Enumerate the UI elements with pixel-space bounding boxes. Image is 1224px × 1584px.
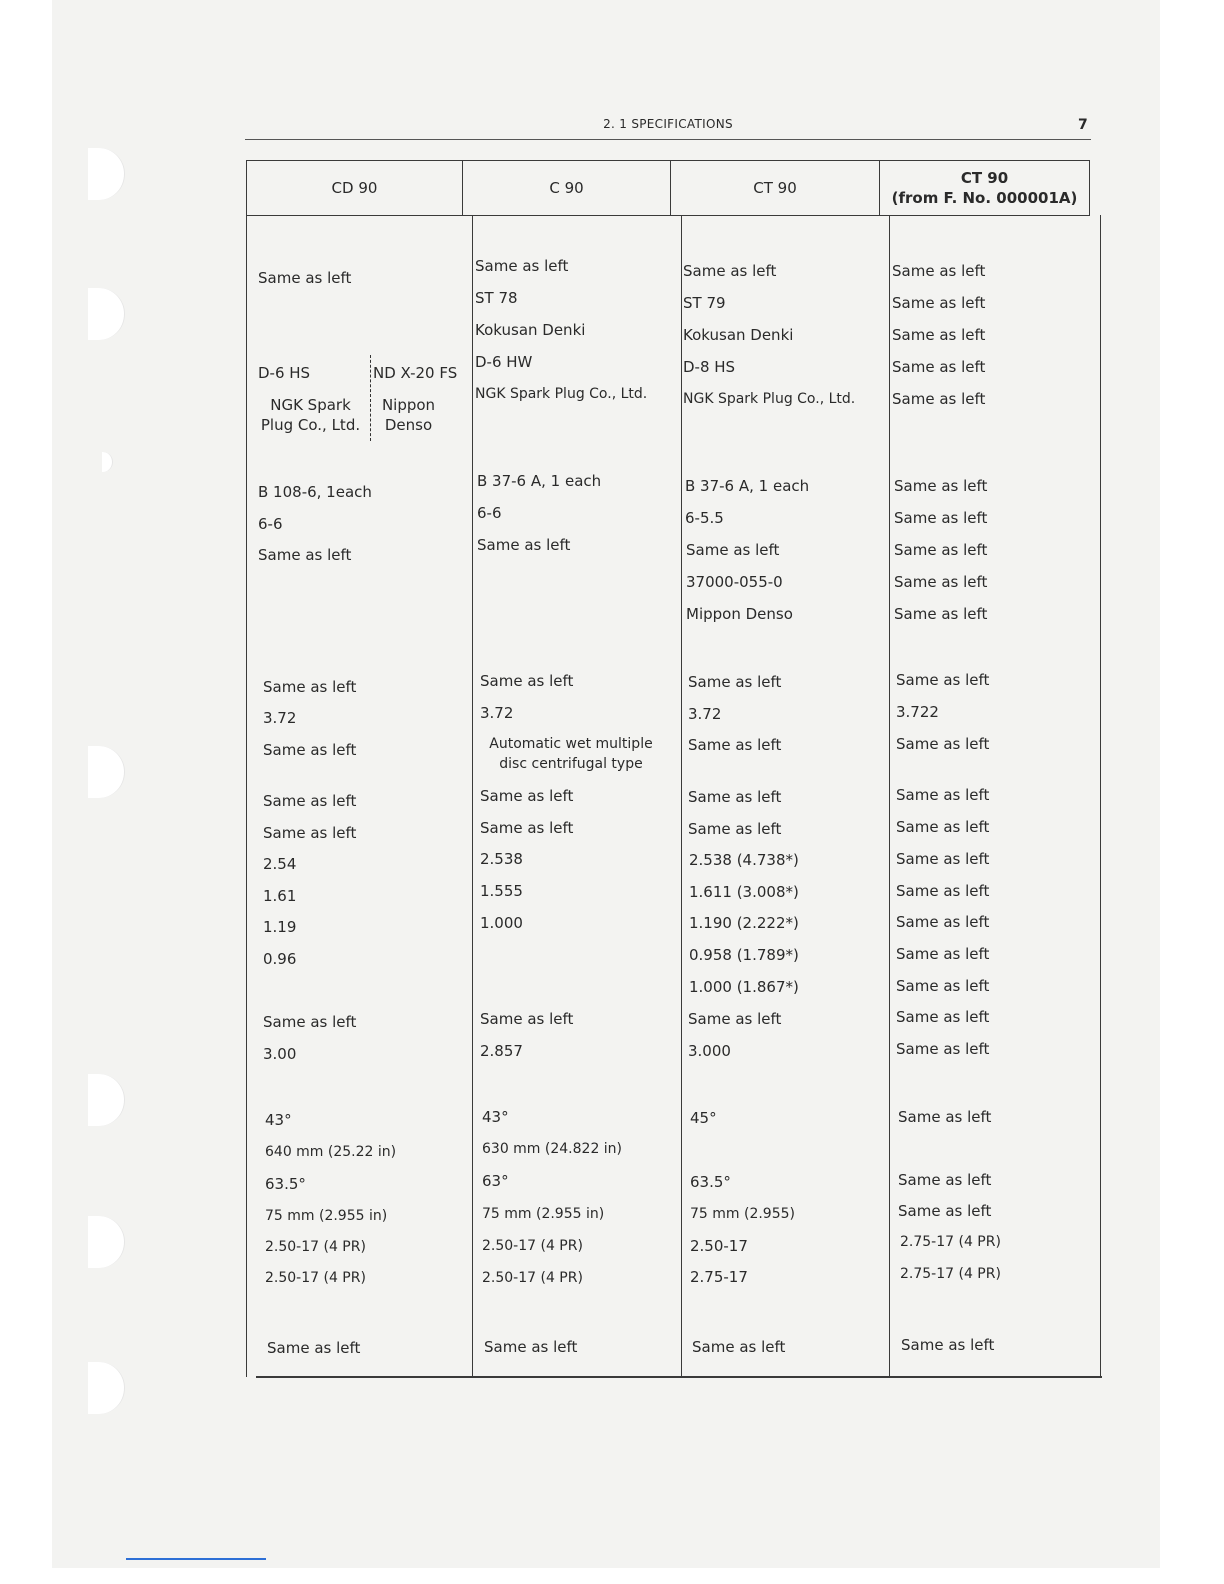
column-header-ct90-from-frame: CT 90 (from F. No. 000001A): [891, 169, 1078, 207]
spec-value: 6-6: [258, 515, 283, 533]
binder-hole: [88, 1362, 125, 1414]
spec-value: Same as left: [896, 913, 990, 931]
spec-value: 2.50-17 (4 PR): [265, 1239, 366, 1255]
spec-value: 2.75-17: [690, 1268, 748, 1286]
spec-value: Same as left: [892, 326, 986, 344]
scan-artifact-line: [126, 1558, 266, 1560]
spec-value: Same as left: [480, 787, 574, 805]
spec-value: Same as left: [686, 541, 780, 559]
spec-value: NGK Spark Plug Co., Ltd.: [475, 386, 648, 402]
spec-value: 1.61: [263, 887, 297, 905]
spec-value: Same as left: [898, 1108, 992, 1126]
column-header-ct90: CT 90: [753, 179, 797, 197]
binder-hole: [88, 1074, 125, 1126]
spec-value: 1.555: [480, 882, 523, 900]
spec-value: Same as left: [475, 257, 569, 275]
spec-value: 630 mm (24.822 in): [482, 1141, 623, 1157]
spec-value: Nippon Denso: [381, 396, 436, 434]
spec-value: 6-6: [477, 504, 502, 522]
spec-value: Mippon Denso: [686, 605, 793, 623]
column-divider: [681, 215, 682, 1377]
spec-value: Same as left: [480, 672, 574, 690]
spec-value: 3.722: [896, 703, 939, 721]
spec-value: Same as left: [896, 671, 990, 689]
spec-value: 37000-055-0: [686, 573, 783, 591]
spec-value: 43°: [265, 1111, 292, 1129]
spec-value: Kokusan Denki: [475, 321, 586, 339]
spec-value: 3.00: [263, 1045, 297, 1063]
spec-value: Same as left: [894, 573, 988, 591]
spec-value: ST 78: [475, 289, 518, 307]
spec-value: 75 mm (2.955 in): [482, 1206, 605, 1222]
spec-value: 1.19: [263, 918, 297, 936]
spec-value: Same as left: [896, 882, 990, 900]
spec-value: 3.000: [688, 1042, 731, 1060]
spec-value: 1.190 (2.222*): [689, 914, 799, 932]
binder-hole: [88, 288, 125, 340]
column-divider: [1089, 160, 1090, 216]
spec-value: Same as left: [896, 850, 990, 868]
spec-value: 2.50-17 (4 PR): [482, 1270, 583, 1286]
column-header-c90: C 90: [549, 179, 584, 197]
spec-value: 43°: [482, 1108, 509, 1126]
spec-value: B 37-6 A, 1 each: [477, 472, 602, 490]
document-page: [52, 0, 1160, 1568]
column-divider: [246, 215, 247, 1377]
spec-value: Same as left: [263, 792, 357, 810]
spec-value: NGK Spark Plug Co., Ltd.: [260, 396, 361, 434]
spec-value: Same as left: [263, 1013, 357, 1031]
spec-value: 2.857: [480, 1042, 523, 1060]
spec-value: Same as left: [267, 1339, 361, 1357]
spec-value: 0.96: [263, 950, 297, 968]
spec-value: Same as left: [258, 269, 352, 287]
spec-value: Same as left: [263, 824, 357, 842]
spec-value: NGK Spark Plug Co., Ltd.: [683, 391, 856, 407]
spec-value: Same as left: [477, 536, 571, 554]
spec-value: Same as left: [692, 1338, 786, 1356]
spec-value: 3.72: [263, 709, 297, 727]
spec-value: 45°: [690, 1109, 717, 1127]
spec-value: 3.72: [688, 705, 722, 723]
spec-value: 63°: [482, 1172, 509, 1190]
spec-value: D-6 HW: [475, 353, 533, 371]
spec-value: 2.50-17 (4 PR): [482, 1238, 583, 1254]
table-bottom-border: [256, 1376, 1102, 1378]
spec-value: Kokusan Denki: [683, 326, 794, 344]
spec-value: Same as left: [480, 819, 574, 837]
spec-value: 75 mm (2.955): [690, 1206, 795, 1222]
spec-value: B 108-6, 1each: [258, 483, 372, 501]
spec-value: Same as left: [892, 390, 986, 408]
spec-value: 63.5°: [265, 1175, 306, 1193]
spec-value: Same as left: [894, 605, 988, 623]
spec-value: 6-5.5: [685, 509, 724, 527]
column-divider: [889, 215, 890, 1377]
binder-hole: [88, 148, 125, 200]
spec-value: Same as left: [896, 977, 990, 995]
spec-value: Same as left: [892, 294, 986, 312]
column-header-cd90: CD 90: [331, 179, 378, 197]
binder-hole: [88, 746, 125, 798]
spec-value: Same as left: [896, 735, 990, 753]
header-bottom-border: [246, 215, 1090, 216]
page-number: 7: [1078, 117, 1088, 133]
spec-value: Automatic wet multiple disc centrifugal type: [489, 736, 653, 772]
spec-value: Same as left: [894, 477, 988, 495]
spec-value: 2.75-17 (4 PR): [900, 1234, 1001, 1250]
spec-value: Same as left: [896, 818, 990, 836]
spec-value: Same as left: [263, 678, 357, 696]
column-divider: [1100, 215, 1101, 1377]
spec-value: Same as left: [896, 1040, 990, 1058]
spec-value: 3.72: [480, 704, 514, 722]
spec-value: B 37-6 A, 1 each: [685, 477, 810, 495]
spec-value: Same as left: [480, 1010, 574, 1028]
spec-value: Same as left: [896, 786, 990, 804]
spec-value: 63.5°: [690, 1173, 731, 1191]
spec-value: 640 mm (25.22 in): [265, 1144, 397, 1160]
binder-hole: [102, 452, 113, 472]
spec-value: 2.75-17 (4 PR): [900, 1266, 1001, 1282]
spec-value: Same as left: [263, 741, 357, 759]
spec-value: Same as left: [688, 788, 782, 806]
section-title: 2. 1 SPECIFICATIONS: [603, 117, 733, 131]
spec-value: 1.000 (1.867*): [689, 978, 799, 996]
spec-value: 1.000: [480, 914, 523, 932]
spec-value: Same as left: [258, 546, 352, 564]
spec-value: 1.611 (3.008*): [689, 883, 799, 901]
spec-value: ND X-20 FS: [373, 364, 458, 382]
plug-divider: [370, 355, 371, 441]
spec-value: 2.538 (4.738*): [689, 851, 799, 869]
spec-value: Same as left: [484, 1338, 578, 1356]
binder-hole: [88, 1216, 125, 1268]
spec-value: Same as left: [894, 541, 988, 559]
spec-value: Same as left: [892, 358, 986, 376]
header-rule: [245, 139, 1091, 140]
spec-value: ST 79: [683, 294, 726, 312]
spec-value: D-8 HS: [683, 358, 736, 376]
spec-value: Same as left: [683, 262, 777, 280]
spec-value: Same as left: [688, 736, 782, 754]
column-divider: [472, 215, 473, 1377]
spec-value: Same as left: [898, 1171, 992, 1189]
spec-value: D-6 HS: [258, 364, 311, 382]
spec-value: Same as left: [894, 509, 988, 527]
spec-value: Same as left: [892, 262, 986, 280]
spec-value: Same as left: [896, 945, 990, 963]
spec-value: 2.54: [263, 855, 297, 873]
spec-value: 2.50-17: [690, 1237, 748, 1255]
spec-value: 2.50-17 (4 PR): [265, 1270, 366, 1286]
spec-value: Same as left: [898, 1202, 992, 1220]
spec-value: Same as left: [688, 820, 782, 838]
spec-value: Same as left: [896, 1008, 990, 1026]
spec-value: 0.958 (1.789*): [689, 946, 799, 964]
spec-value: Same as left: [688, 673, 782, 691]
spec-value: 2.538: [480, 850, 523, 868]
spec-value: 75 mm (2.955 in): [265, 1208, 388, 1224]
spec-value: Same as left: [688, 1010, 782, 1028]
spec-value: Same as left: [901, 1336, 995, 1354]
